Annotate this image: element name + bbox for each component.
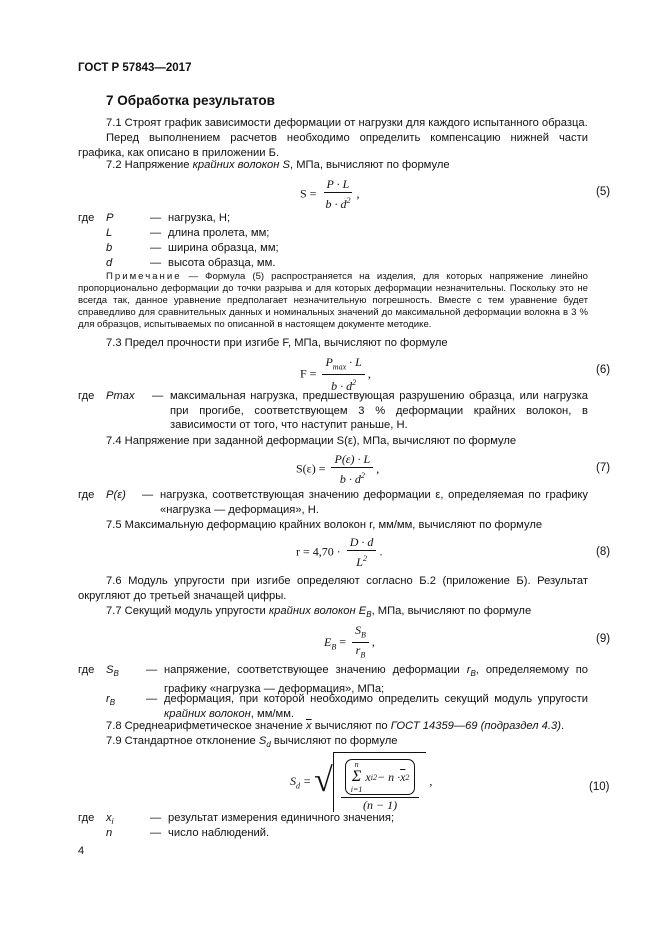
paragraph-7-5: 7.5 Максимальную деформацию крайних волокон r, мм/мм, вычисляют по формуле: [106, 519, 543, 531]
formula-9-number: (9): [596, 633, 611, 645]
definition-row: где $x_i$ — результат измерения единичного значения;: [78, 812, 395, 827]
formula-7-number: (7): [596, 462, 611, 474]
formula-10: $S_d$ = √ n Σ i=1 x i 2 − n · $\overline{x}$ 2 (n − 1) ,: [290, 752, 432, 812]
definition-row: n — число наблюдений.: [106, 827, 270, 839]
paragraph-7-2: 7.2 Напряжение крайних волокон S, МПа, вычисляют по формуле: [106, 159, 450, 171]
formula-7: S(ε) = $\frac{P(\varepsilon) \cdot L}{b \cdot d^2}$ ,: [296, 452, 380, 486]
definition-row: где P — нагрузка, Н;: [78, 212, 231, 224]
note: Примечание — Формула (5) распространяется на изделия, для которых напряжение линейно пропорционально деформации до точки разрыва и для которых деформации незначительны. Поскольку это не всегда так, данное уравнение предполагает незначительную погрешность. Вместе с тем уравнение будет справедливо для сравнительных данных и номинальных значений до максимальной деформации волокна в 3 % для образцов, испытываемых по описанной в настоящем документе методике.: [78, 271, 588, 330]
definition-row: d — высота образца, мм.: [106, 257, 276, 269]
definition-row: где P(ε) — нагрузка, соответствующая значению деформации ε, определяемая по графику «нагрузка — деформация», Н.: [78, 489, 588, 516]
definition-row: где $S_B$ — напряжение, соответствующее значению деформации $r_B$, определяемому по графику «нагрузка — деформация», МПа;: [78, 664, 588, 695]
paragraph-7-1-cont: Перед выполнением расчетов необходимо определить компенсацию нижней части графика, как описано в приложении Б.: [78, 132, 588, 159]
formula-5-number: (5): [596, 186, 611, 198]
paragraph-7-8: 7.8 Среднеарифметическое значение $\overline{x}$ вычисляют по ГОСТ 14359—69 (подраздел 4.3).: [106, 720, 565, 732]
formula-6: F = $\frac{P_{max} \cdot L}{b \cdot d^2}$ ,: [300, 355, 371, 394]
formula-5: S = $\frac{P \cdot L}{b \cdot d^2}$ ,: [300, 177, 360, 211]
formula-10-number: (10): [589, 781, 610, 793]
formula-6-number: (6): [596, 364, 611, 376]
definition-row: b — ширина образца, мм;: [106, 242, 279, 254]
section-title: 7 Обработка результатов: [106, 93, 275, 108]
paragraph-7-6: 7.6 Модуль упругости при изгибе определяют согласно Б.2 (приложение Б). Результат округляют до третьей значащей цифры.: [78, 575, 588, 602]
formula-9: $E_B$ = $\frac{S_B}{r_B}$ ,: [324, 623, 375, 660]
paragraph-7-3: 7.3 Предел прочности при изгибе F, МПа, вычисляют по формуле: [106, 337, 448, 349]
formula-8-number: (8): [596, 546, 611, 558]
paragraph-7-4: 7.4 Напряжение при заданной деформации S(ε), МПа, вычисляют по формуле: [106, 435, 517, 447]
page-number: 4: [78, 845, 85, 857]
paragraph-7-9: 7.9 Стандартное отклонение $S_d$ вычисляют по формуле: [106, 735, 398, 750]
paragraph-7-1: 7.1 Строят график зависимости деформации от нагрузки для каждого испытанного образца.: [106, 117, 588, 129]
document-header: ГОСТ Р 57843—2017: [78, 62, 192, 74]
definition-row: $r_B$ — деформация, при которой необходимо определить секущий модуль упругости крайних волокон, мм/мм.: [106, 693, 588, 720]
paragraph-7-7: 7.7 Секущий модуль упругости крайних волокон $E_B$, МПа, вычисляют по формуле: [106, 605, 532, 620]
definition-row: L — длина пролета, мм;: [106, 227, 270, 239]
formula-8: r = 4,70 · $\frac{D \cdot d}{L^2}$ .: [296, 535, 383, 569]
definition-row: где Pmax — максимальная нагрузка, предшествующая разрушению образца, или нагрузка при прогибе, соответствующем 3 % деформации крайних волокон, в зависимости от того, что наступит раньше, Н.: [78, 390, 588, 431]
